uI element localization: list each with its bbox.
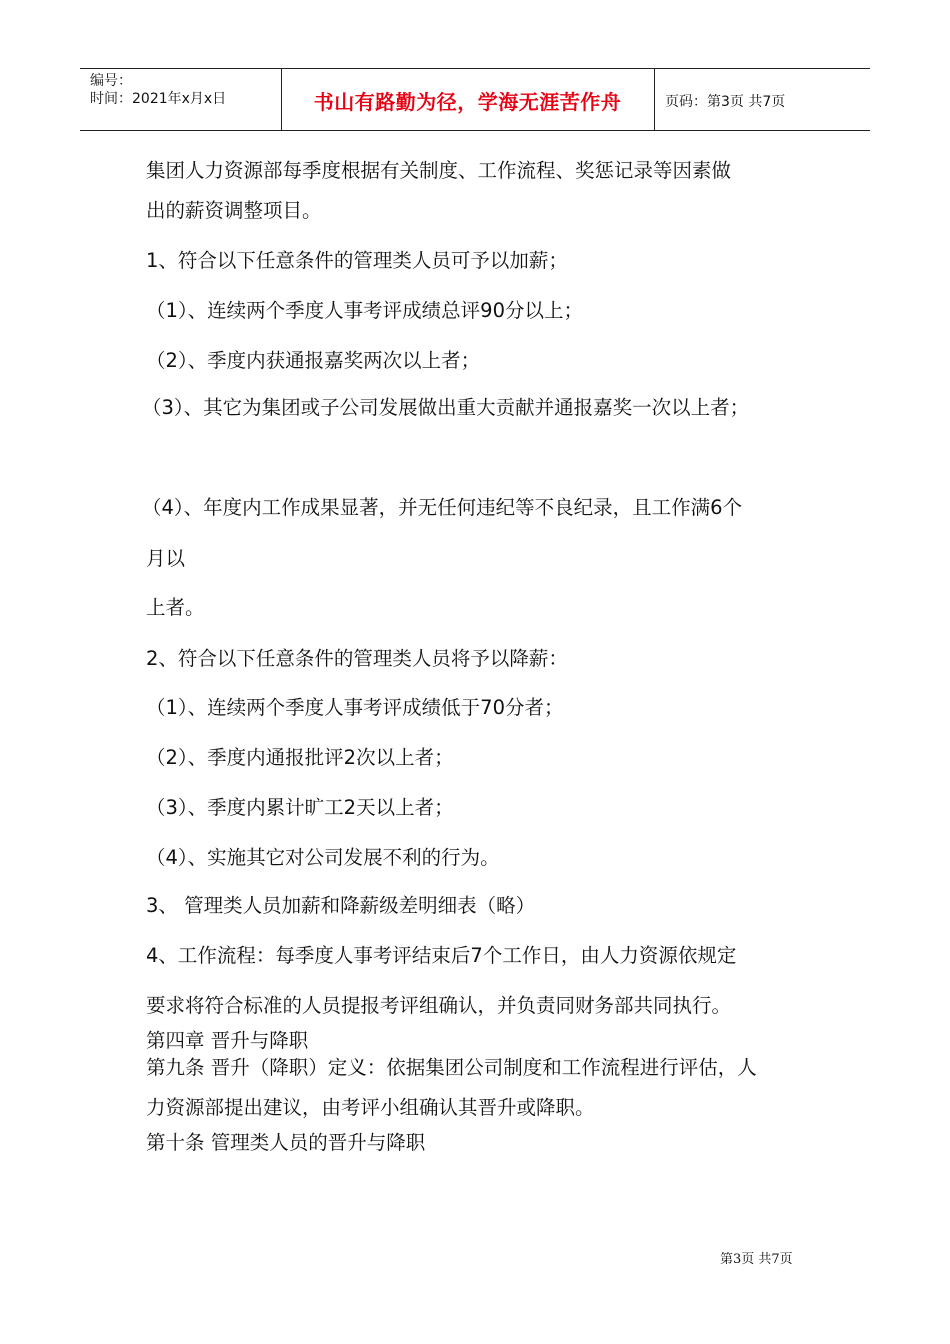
article-line: 第九条 晋升（降职）定义：依据集团公司制度和工作流程进行评估，人	[146, 1056, 757, 1079]
header-page-number: 页码：第3页 共7页	[665, 94, 786, 110]
list-heading: 4、工作流程：每季度人事考评结束后7个工作日，由人力资源依规定	[146, 944, 737, 967]
motto-text: 书山有路勤为径，学海无涯苦作舟	[313, 90, 622, 114]
footer-page-number: 第3页 共7页	[720, 1252, 793, 1267]
list-item: （2）、季度内获通报嘉奖两次以上者；	[146, 349, 481, 372]
list-item: （3）、其它为集团或子公司发展做出重大贡献并通报嘉奖一次以上者；	[142, 396, 750, 419]
list-heading: 3、 管理类人员加薪和降薪级差明细表（略）	[146, 894, 536, 917]
list-heading: 1、符合以下任意条件的管理类人员可予以加薪；	[146, 249, 568, 272]
page-header	[80, 68, 870, 131]
serial-label: 编号：	[90, 73, 132, 89]
list-item: （3）、季度内累计旷工2天以上者；	[146, 796, 454, 819]
list-item: （1）、连续两个季度人事考评成绩总评90分以上；	[146, 299, 583, 322]
list-heading: 2、符合以下任意条件的管理类人员将予以降薪：	[146, 647, 568, 670]
body-line: 出的薪资调整项目。	[146, 199, 322, 222]
chapter-heading: 第四章 晋升与降职	[146, 1029, 309, 1052]
header-meta-cell	[80, 69, 282, 130]
body-line: 集团人力资源部每季度根据有关制度、工作流程、奖惩记录等因素做	[146, 159, 732, 182]
body-line: 要求将符合标准的人员提报考评组确认，并负责同财务部共同执行。	[146, 994, 732, 1017]
list-item: （4）、实施其它对公司发展不利的行为。	[146, 846, 500, 869]
list-item: （4）、年度内工作成果显著，并无任何违纪等不良纪录，且工作满6个	[142, 496, 743, 519]
body-line: 月以	[146, 547, 186, 570]
article-line: 力资源部提出建议，由考评小组确认其晋升或降职。	[146, 1096, 595, 1119]
header-page-cell	[655, 69, 870, 130]
date-label: 时间：2021年x月x日	[90, 91, 227, 107]
header-motto-cell	[281, 69, 655, 130]
list-item: （1）、连续两个季度人事考评成绩低于70分者；	[146, 696, 564, 719]
body-line: 上者。	[146, 596, 205, 619]
article-line: 第十条 管理类人员的晋升与降职	[146, 1131, 426, 1154]
list-item: （2）、季度内通报批评2次以上者；	[146, 746, 454, 769]
